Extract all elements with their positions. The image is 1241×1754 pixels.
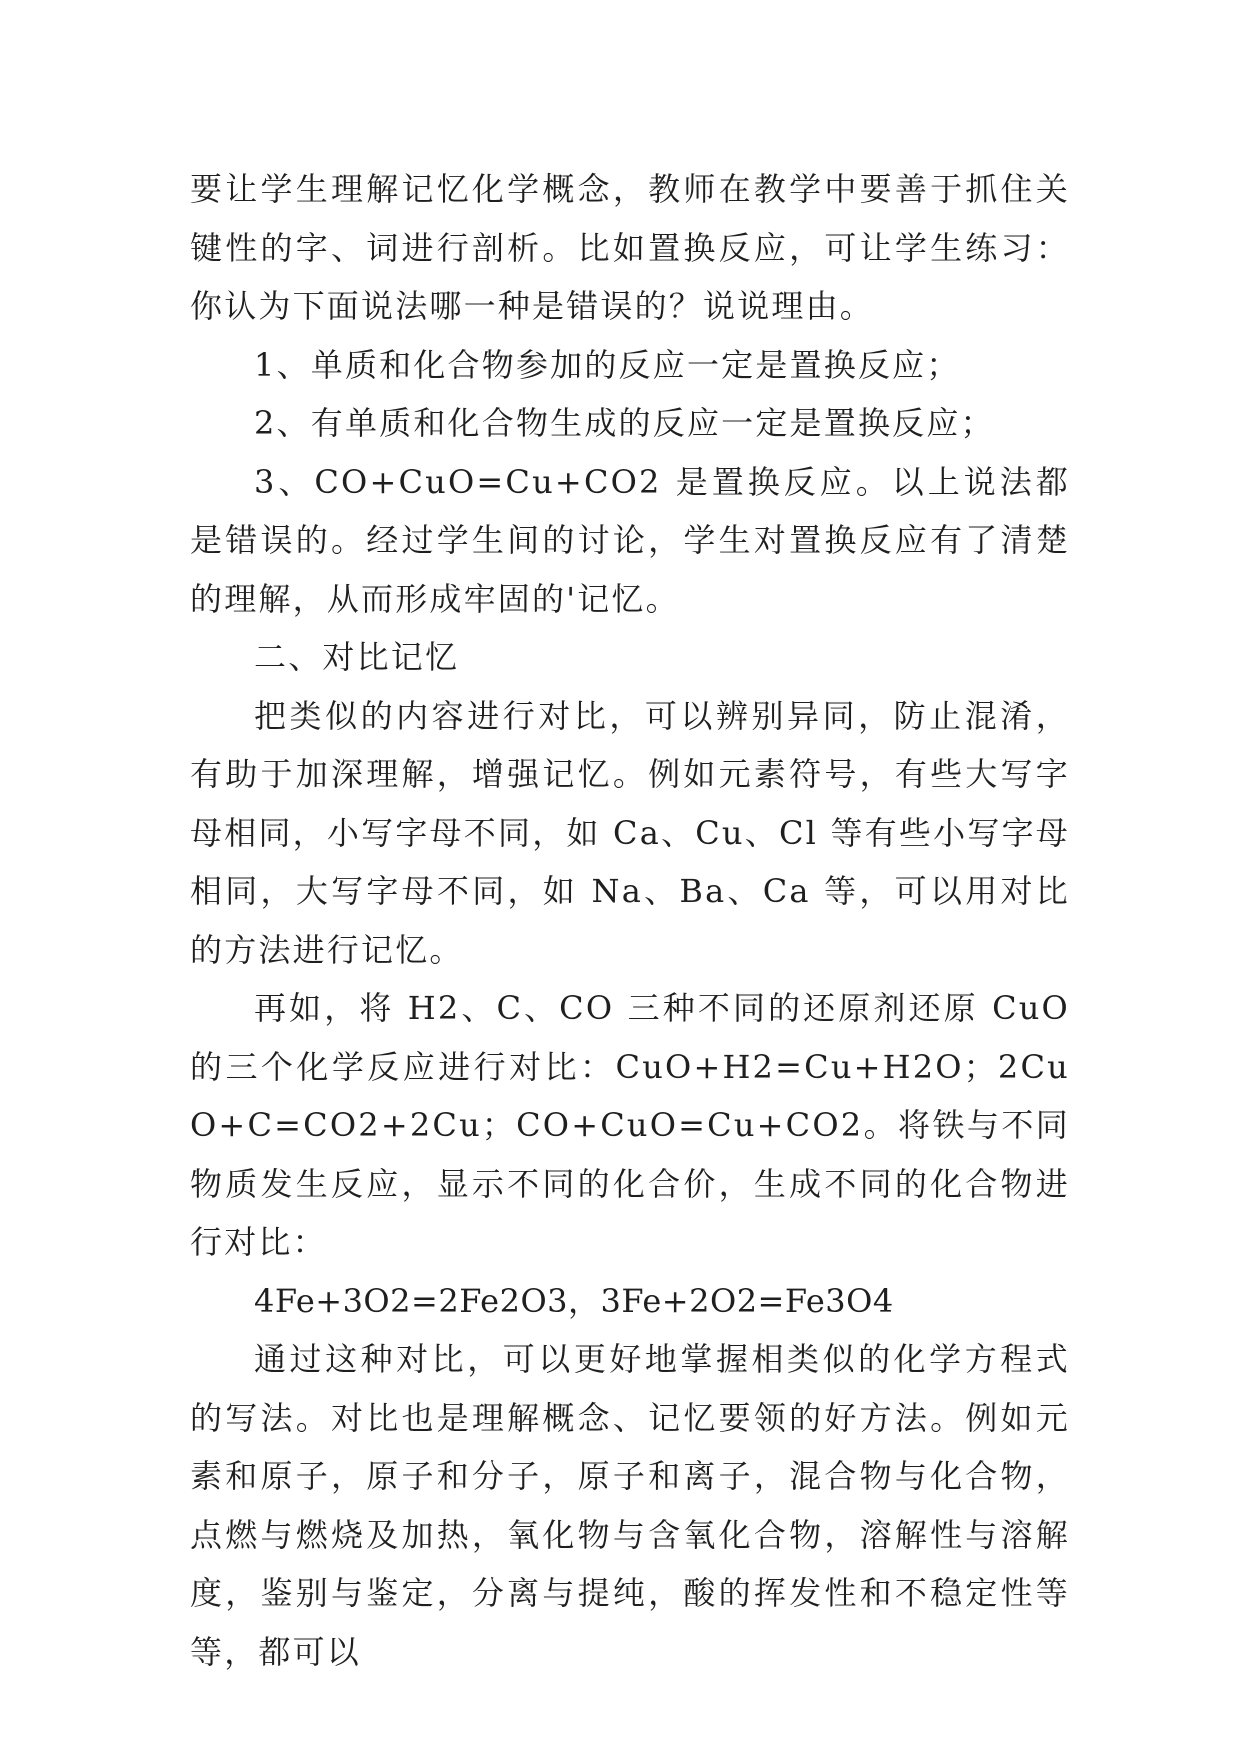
paragraph-comparison-reactions: 再如，将 H2、C、CO 三种不同的还原剂还原 CuO 的三个化学反应进行对比：CuO+H2=Cu+H2O；2CuO+C=CO2+2Cu；CO+CuO=Cu+CO2。将铁与不同物质发生反应，显示不同的化合价，生成不同的化合物进行对比： xyxy=(190,989,1070,1261)
paragraph-intro: 要让学生理解记忆化学概念，教师在教学中要善于抓住关键性的字、词进行剖析。比如置换反应，可让学生练习：你认为下面说法哪一种是错误的？说说理由。 xyxy=(190,170,1070,325)
paragraph-iron-equations: 4Fe+3O2=2Fe2O3，3Fe+2O2=Fe3O4 xyxy=(254,1281,894,1320)
document-body xyxy=(190,160,1070,1681)
section-heading-comparison-memory: 二、对比记忆 xyxy=(254,638,460,676)
paragraph-item-3: 3、CO+CuO=Cu+CO2 是置换反应。以上说法都是错误的。经过学生间的讨论，学生对置换反应有了清楚的理解，从而形成牢固的'记忆。 xyxy=(190,462,1070,618)
paragraph-item-1: 1、单质和化合物参加的反应一定是置换反应； xyxy=(254,345,961,384)
paragraph-comparison-concepts: 通过这种对比，可以更好地掌握相类似的化学方程式的写法。对比也是理解概念、记忆要领的好方法。例如元素和原子，原子和分子，原子和离子，混合物与化合物，点燃与燃烧及加热，氧化物与含氧化合物，溶解性与溶解度，鉴别与鉴定，分离与提纯，酸的挥发性和不稳定性等等，都可以 xyxy=(190,1340,1070,1671)
paragraph-item-2: 2、有单质和化合物生成的反应一定是置换反应； xyxy=(254,404,995,442)
paragraph-comparison-symbols: 把类似的内容进行对比，可以辨别异同，防止混淆，有助于加深理解，增强记忆。例如元素符号，有些大写字母相同，小写字母不同，如 Ca、Cu、Cl 等有些小写字母相同，大写字母不同，如 Na、Ba、Ca 等，可以用对比的方法进行记忆。 xyxy=(190,696,1070,969)
